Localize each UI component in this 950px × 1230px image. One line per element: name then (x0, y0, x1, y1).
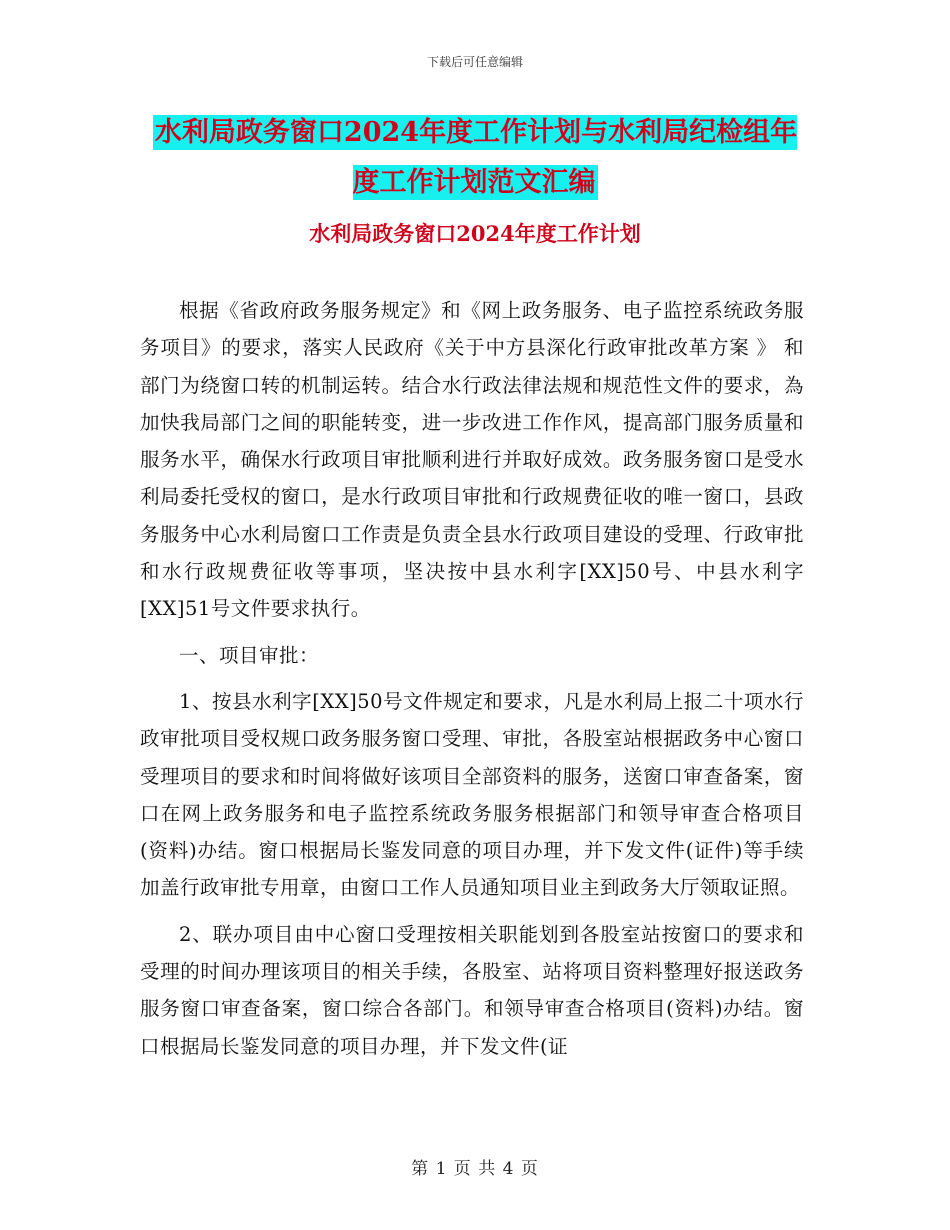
paragraph-item-2: 2、联办项目由中心窗口受理按相关职能划到各股室站按窗口的要求和受理的时间办理该项目的相关手续，各股室、站将项目资料整理好报送政务服务窗口审查备案，窗口综合各部门。和领导审查合格项目(资料)办结。窗口根据局长鉴发同意的项目办理，并下发文件(证 (140, 922, 804, 1058)
section-title: 水利局政务窗口2024年度工作计划 (309, 221, 641, 246)
paragraph-heading-project-approval: 一、项目审批： (179, 643, 320, 667)
page-footer-number: 第 1 页 共 4 页 (411, 1159, 539, 1179)
document-title-highlight: 水利局政务窗口2024年度工作计划与水利局纪检组年度工作计划范文汇编 (154, 117, 798, 198)
paragraph-item-1: 1、按县水利字[XX]50号文件规定和要求，凡是水利局上报二十项水行政审批项目受权规口政务服务窗口受理、审批，各股室站根据政务中心窗口受理项目的要求和时间将做好该项目全部资料的服务，送窗口审查备案，窗口在网上政务服务和电子监控系统政务服务根据部门和领导审查合格项目(资料)办结。窗口根据局长鉴发同意的项目办理，并下发文件(证件)等手续加盖行政审批专用章，由窗口工作人员通知项目业主到政务大厅领取证照。 (140, 689, 804, 900)
paragraph-intro: 根据《省政府政务服务规定》和《网上政务服务、电子监控系统政务服务项目》的要求，落实人民政府《关于中方县深化行政审批改革方案 》 和部门为绕窗口转的机制运转。结合水行政法律法规和规范性文件的要求，為加快我局部门之间的职能转变，进一步改进工作作风，提高部门服务质量和服务水平，确保水行政项目审批顺利进行并取好成效。政务服务窗口是受水利局委托受权的窗口，是水行政项目审批和行政规费征收的唯一窗口，县政务服务中心水利局窗口工作责是负责全县水行政项目建设的受理、行政审批和水行政规费征收等事项，坚决按中县水利字[XX]50号、中县水利字[XX]51号文件要求执行。 (140, 299, 804, 621)
document-body (140, 292, 804, 1065)
document-title (140, 108, 810, 208)
page-header-note: 下载后可任意编辑 (426, 55, 523, 69)
